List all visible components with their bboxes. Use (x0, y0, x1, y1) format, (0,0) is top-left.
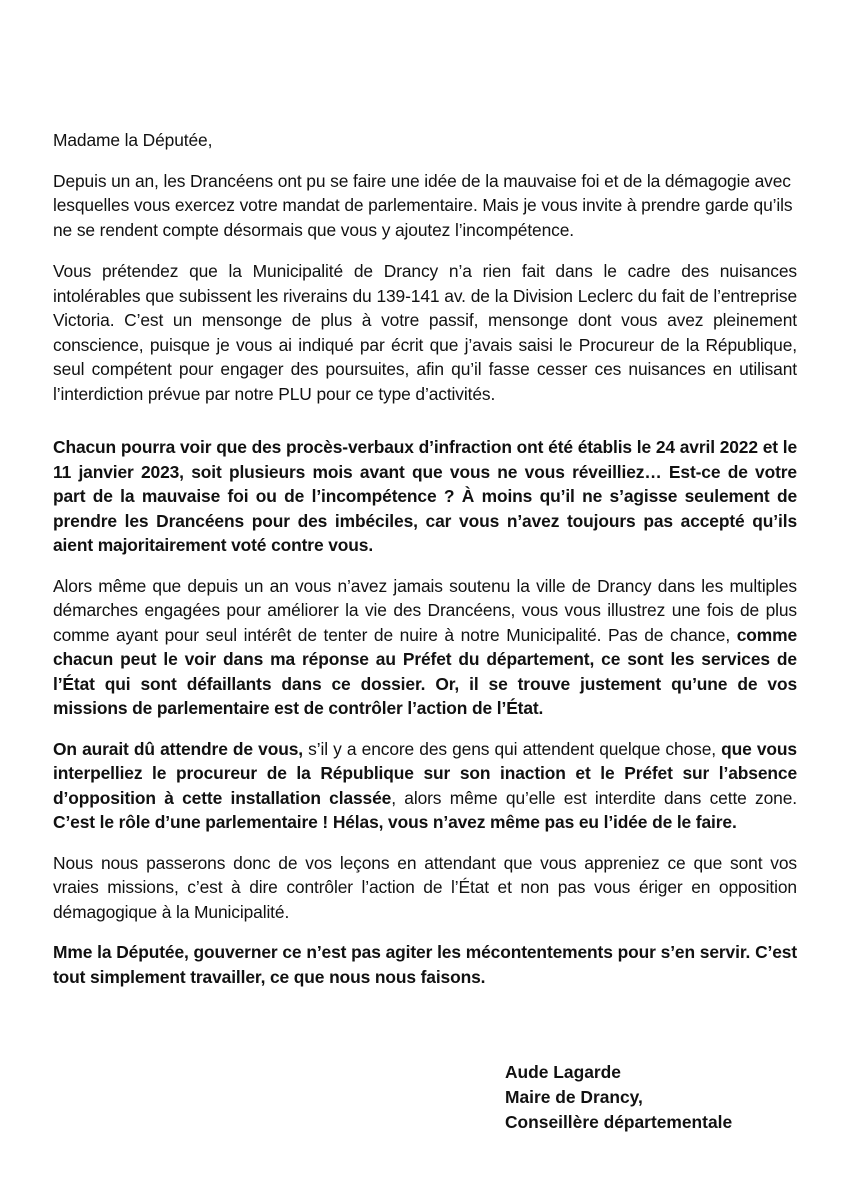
salutation: Madame la Députée, (53, 130, 213, 150)
paragraph-lecons: Nous nous passerons donc de vos leçons en attendant que vous appreniez ce que sont vos vraies missions, c’est à dire contrôler l’action de l’État et non pas vous ériger en opposition démagogique à la Municipalité. (53, 852, 797, 922)
paragraph-proces-verbaux: Chacun pourra voir que des procès-verbaux d’infraction ont été établis le 24 avril 2022 et le 11 janvier 2023, soit plusieurs mois avant que vous ne vous réveilliez… Est-ce de votre part de la mauvaise foi ou de l’incompétence ? À moins qu’il ne s’agisse seulement de prendre les Drancéens pour des imbéciles, car vous n’avez toujours pas accepté qu’ils aient majoritairement voté contre vous. (53, 437, 797, 555)
paragraph-attente-regular-1: s’il y a encore des gens qui attendent quelque chose, (302, 738, 722, 759)
paragraph-municipalite (53, 574, 797, 721)
paragraph-accusation: Vous prétendez que la Municipalité de Drancy n’a rien fait dans le cadre des nuisances intolérables que subissent les riverains du 139-141 av. de la Division Leclerc du fait de l’entreprise Victoria. C’est un mensonge de plus à votre passif, mensonge dont vous avez pleinement conscience, puisque je vous ai indiqué par écrit que j’avais saisi le Procureur de la République, seul compétent pour engager des poursuites, afin qu’il fasse cesser ces nuisances en utilisant l’interdiction prévue par notre PLU pour ce type d’activités. (53, 261, 797, 404)
paragraph-attente-regular-2: , alors même qu’elle est interdite dans cette zone. (391, 787, 798, 808)
paragraph-municipalite-bold: comme chacun peut le voir dans ma réponse au Préfet du département, ce sont les services de l’État qui sont défaillants dans ce dossier. Or, il se trouve justement qu’une de vos missions de parlementaire est de contrôler l’action de l’État. (53, 624, 797, 718)
paragraph-attente-bold-1: On aurait dû attendre de vous, (53, 738, 303, 759)
paragraph-attente (53, 737, 797, 835)
signature-name: Aude Lagarde (505, 1062, 621, 1082)
paragraph-attente-bold-2: que vous interpelliez le procureur de la République sur son inaction et le Préfet sur l’absence d’opposition à cette installation classée (53, 738, 797, 808)
paragraph-intro: Depuis un an, les Drancéens ont pu se faire une idée de la mauvaise foi et de la démagogie avec lesquelles vous exercez votre mandat de parlementaire. Mais je vous invite à prendre garde qu’ils ne se rendent compte désormais que vous y ajoutez l’incompétence. (53, 170, 793, 240)
paragraph-conclusion: Mme la Députée, gouverner ce n’est pas agiter les mécontentements pour s’en servir. C’est tout simplement travailler, ce que nous nous faisons. (53, 942, 797, 987)
signature-role: Conseillère départementale (505, 1112, 733, 1132)
signature-title: Maire de Drancy, (505, 1087, 643, 1107)
paragraph-municipalite-regular: Alors même que depuis un an vous n’avez jamais soutenu la ville de Drancy dans les multiples démarches engagées pour améliorer la vie des Drancéens, vous vous illustrez une fois de plus comme ayant pour seul intérêt de tenter de nuire à notre Municipalité. Pas de chance, (53, 575, 797, 645)
signature-block (505, 1060, 732, 1135)
paragraph-attente-bold-3: C’est le rôle d’une parlementaire ! Hélas, vous n’avez même pas eu l’idée de le faire. (53, 812, 737, 832)
letter-body (53, 128, 797, 989)
